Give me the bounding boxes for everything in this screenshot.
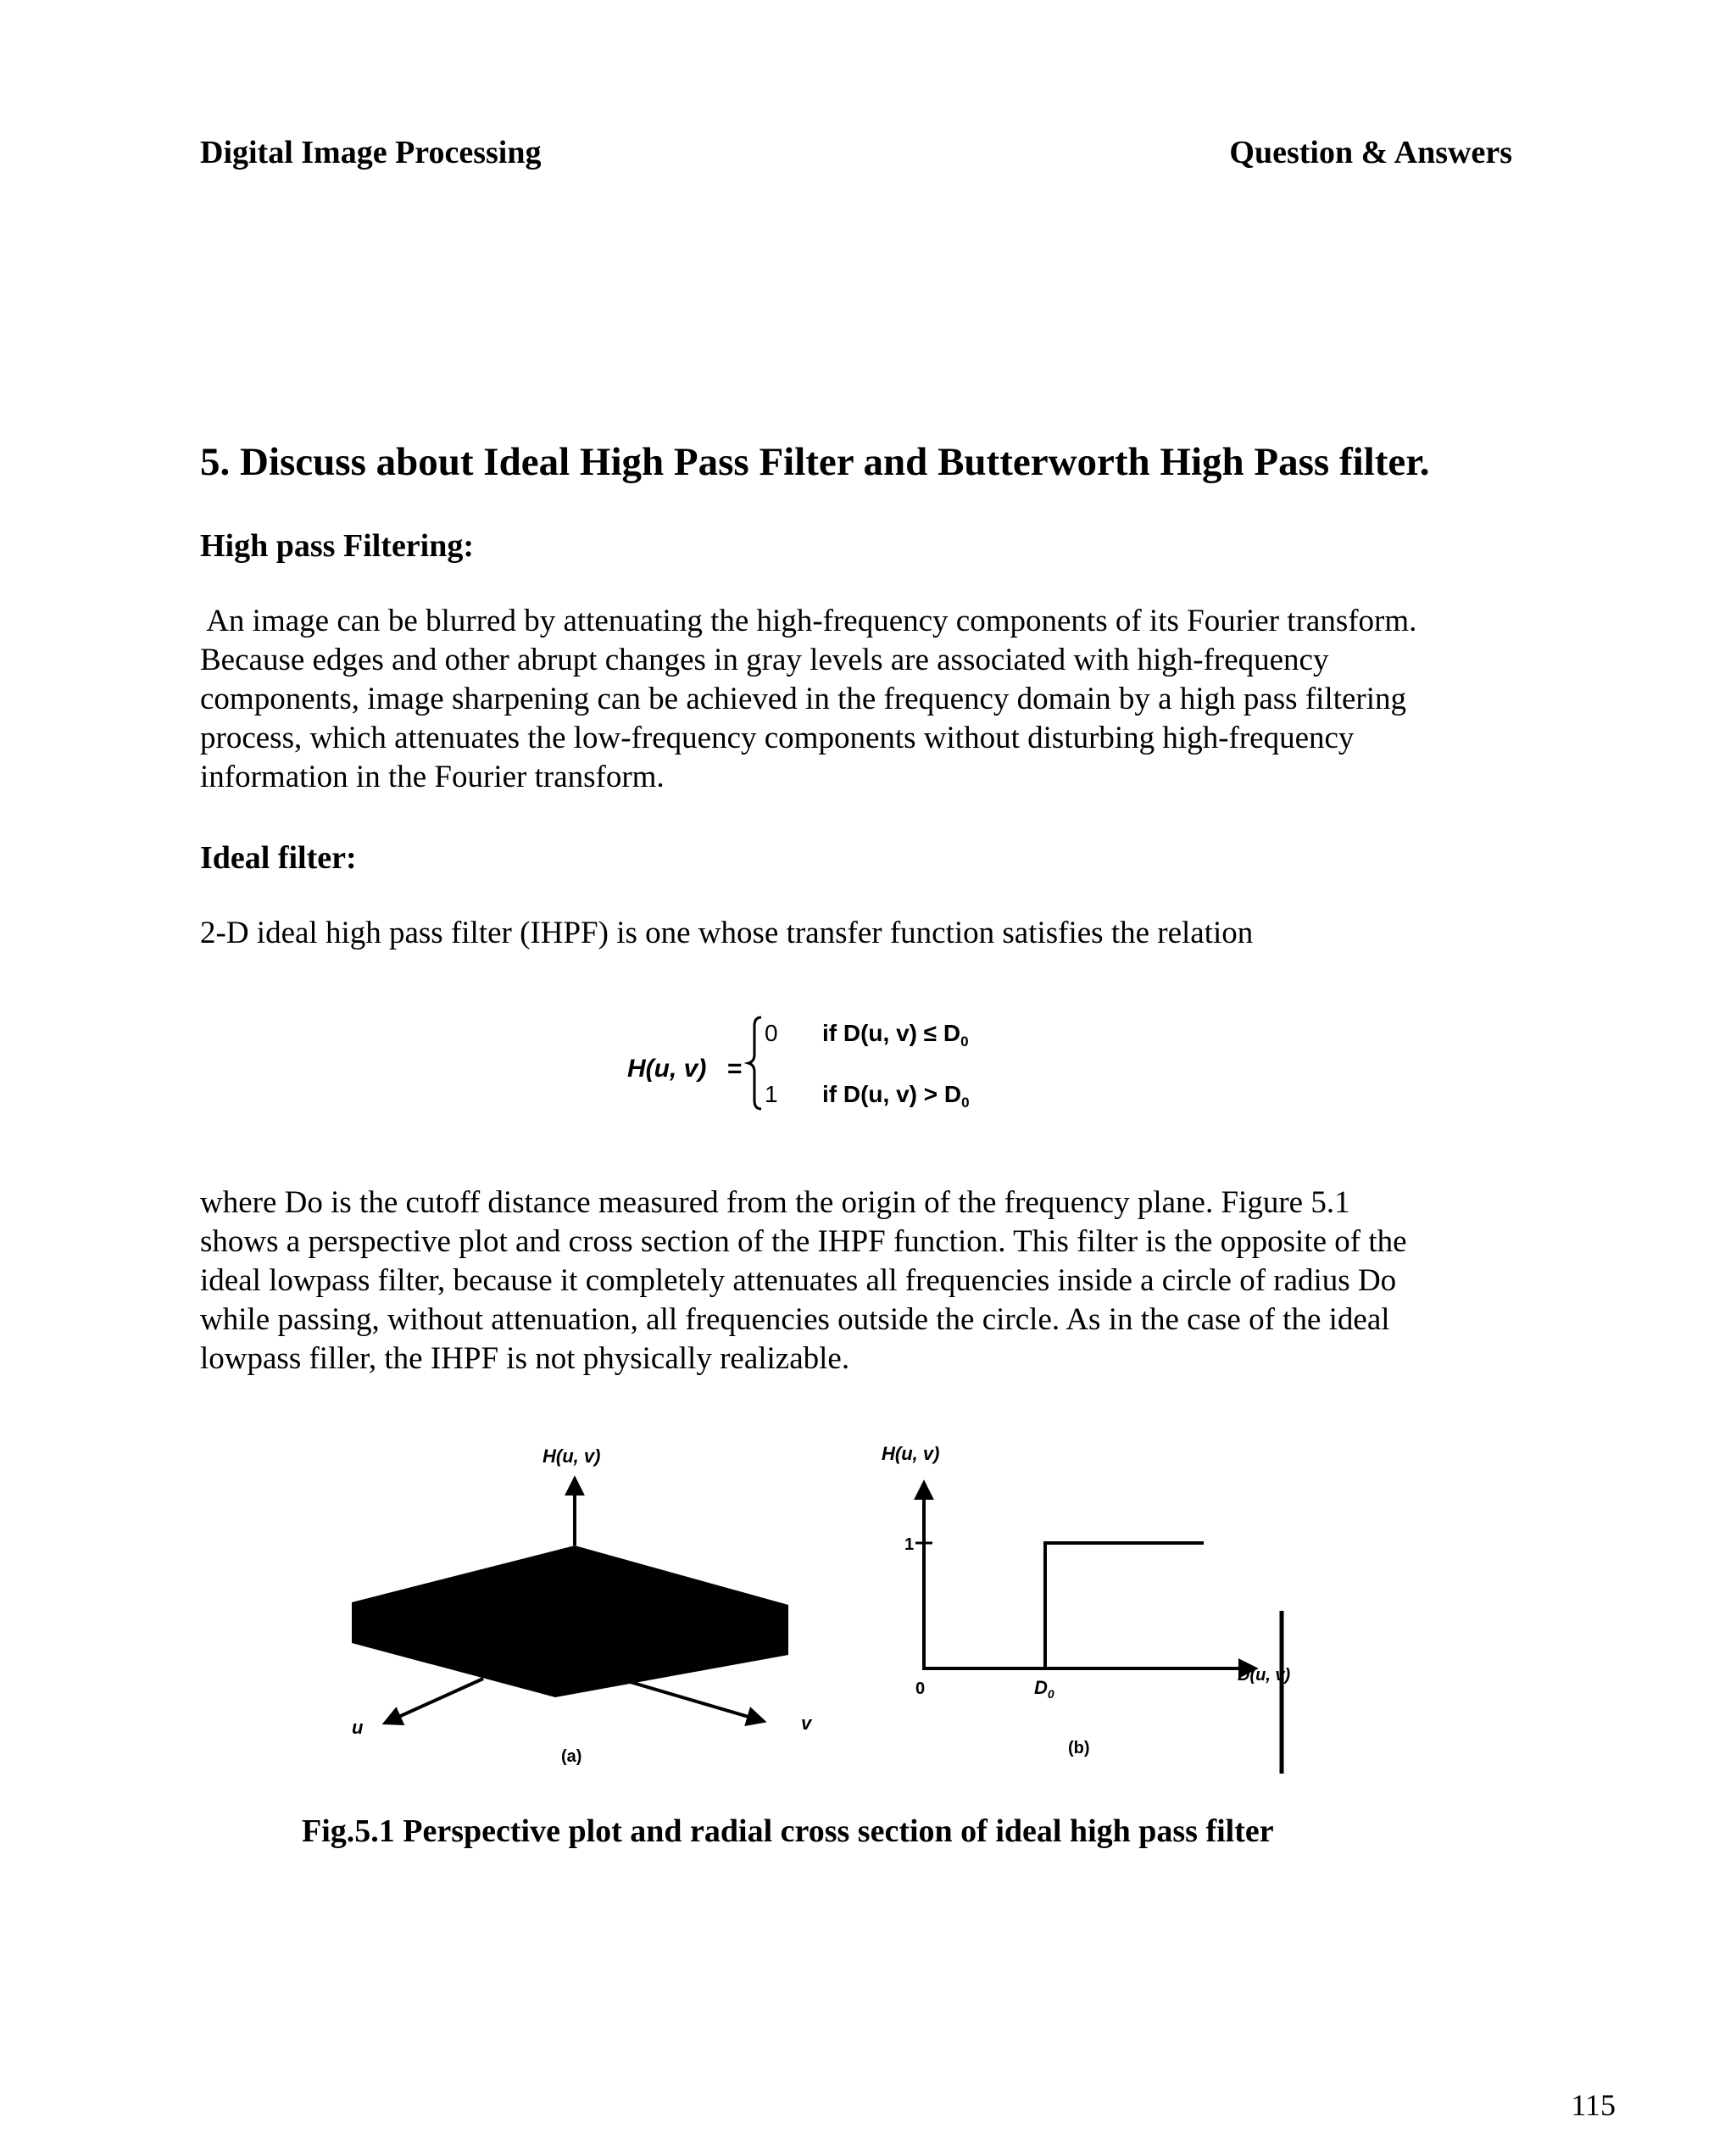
origin-label: 0 (915, 1679, 926, 1698)
v-axis-label: v (801, 1713, 812, 1734)
panel-b-axis-label: H(u, v) (882, 1443, 940, 1464)
header-left-title: Digital Image Processing (200, 135, 542, 170)
figure-caption: Fig.5.1 Perspective plot and radial cross section of ideal high pass filter (302, 1813, 1274, 1849)
ihpf-solid-block (352, 1546, 788, 1697)
paragraph-line: process, which attenuates the low-frequency components without disturbing high-frequency (200, 721, 1355, 755)
panel-b-tag: (b) (1068, 1739, 1090, 1757)
paragraph-line: components, image sharpening can be achieved in the frequency domain by a high pass filtering (200, 682, 1407, 716)
paragraph-line: shows a perspective plot and cross section of the IHPF function. This filter is the opposite of the (200, 1224, 1407, 1259)
paragraph-line: An image can be blurred by attenuating the high-frequency components of its Fourier transform. (200, 604, 1417, 638)
paragraph-line: lowpass filler, the IHPF is not physically realizable. (200, 1341, 850, 1376)
panel-a-perspective-plot (352, 1445, 813, 1766)
d0-label: $D_0$ (1034, 1677, 1054, 1701)
ihpf-step-response (924, 1543, 1204, 1668)
paragraph-line: Because edges and other abrupt changes in gray levels are associated with high-frequency (200, 643, 1329, 677)
ihpf-formula (610, 1007, 1051, 1117)
tick-one-label: 1 (904, 1535, 915, 1554)
header-right-title: Question & Answers (1229, 135, 1512, 170)
formula-case1-condition: if D(u, $v) \le D_0$ (822, 1020, 969, 1050)
u-axis-label: u (352, 1717, 364, 1738)
formula-case1-value: 0 (765, 1020, 778, 1046)
paragraph-ideal-description (200, 1184, 1548, 1379)
paragraph-line: while passing, without attenuation, all frequencies outside the circle. As in the case of the ideal (200, 1302, 1390, 1337)
formula-lhs: H(u, v) (627, 1055, 707, 1083)
paragraph-line: where Do is the cutoff distance measured from the origin of the frequency plane. Figure 5.1 (200, 1185, 1350, 1220)
formula-brace (748, 1017, 761, 1109)
figure-5-1 (339, 1407, 1305, 1780)
section-heading-ideal-filter: Ideal filter: (200, 840, 357, 876)
question-title: 5. Discuss about Ideal High Pass Filter and Butterworth High Pass filter. (200, 440, 1430, 484)
page-number: 115 (1571, 2088, 1616, 2122)
v-axis-arrow (619, 1679, 763, 1721)
formula-case2-value: 1 (765, 1081, 778, 1107)
formula-equals: = (727, 1055, 743, 1083)
panel-a-tag: (a) (561, 1747, 582, 1766)
paragraph-ideal-intro: 2-D ideal high pass filter (IHPF) is one whose transfer function satisfies the relation (200, 916, 1254, 950)
x-axis-label: D(u, v) (1238, 1666, 1291, 1685)
panel-b-cross-section (882, 1443, 1291, 1774)
formula-case2-condition: if D(u, $v) > D_0$ (822, 1081, 970, 1111)
section-heading-high-pass: High pass Filtering: (200, 528, 475, 564)
paragraph-line: ideal lowpass filter, because it completely attenuates all frequencies inside a circle of radius Do (200, 1263, 1397, 1298)
u-axis-arrow (386, 1679, 483, 1723)
paragraph-line: information in the Fourier transform. (200, 760, 665, 794)
panel-a-axis-label: H(u, v) (542, 1445, 601, 1467)
paragraph-high-pass (200, 602, 1548, 797)
